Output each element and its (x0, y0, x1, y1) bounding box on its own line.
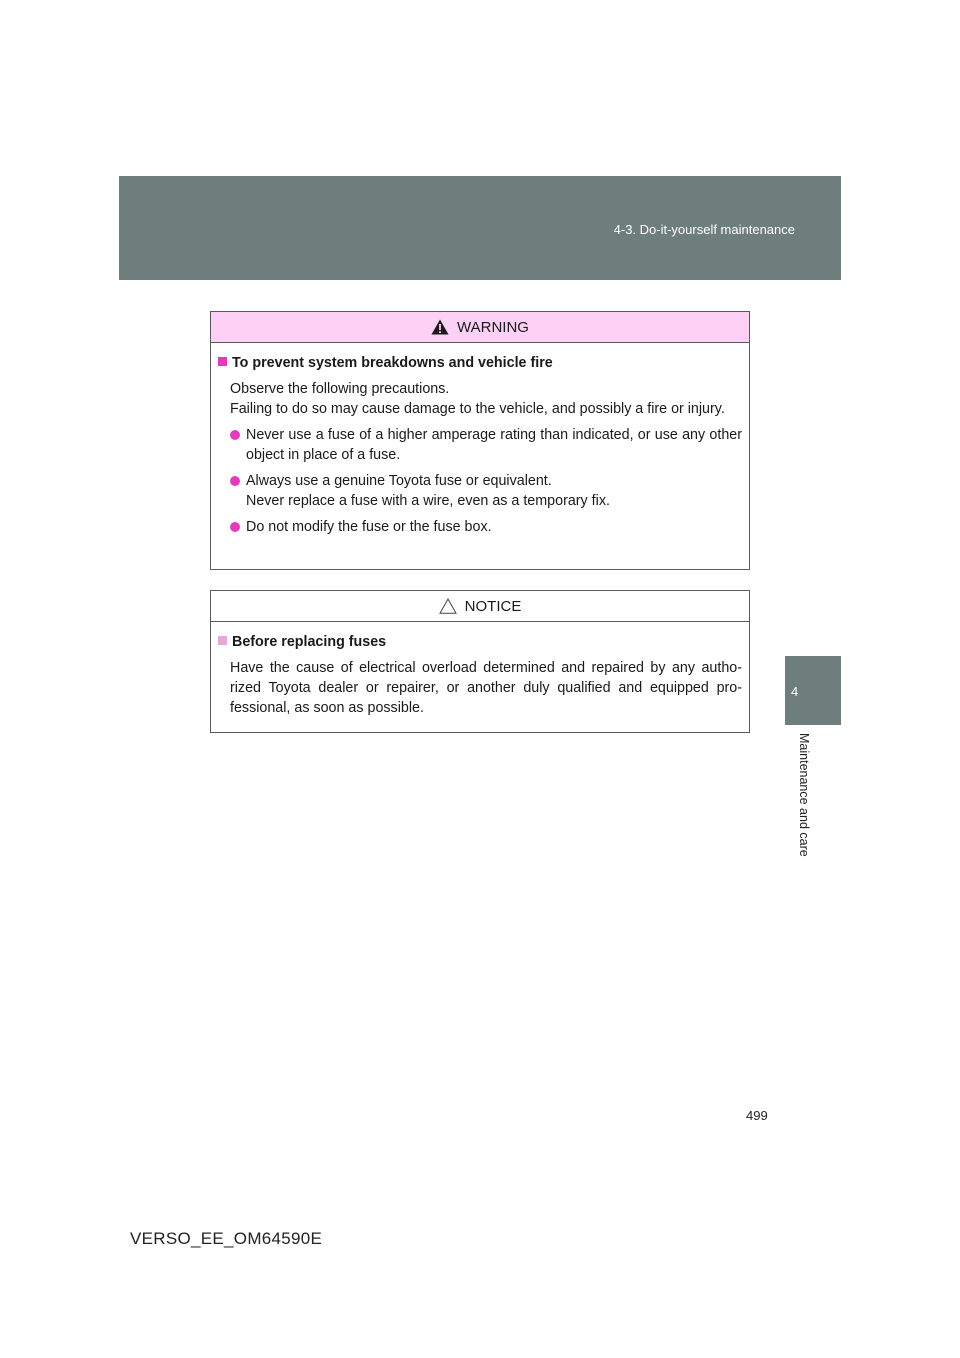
document-code: VERSO_EE_OM64590E (130, 1229, 323, 1248)
notice-heading-text: Before replacing fuses (232, 634, 387, 650)
bullet-line: Never replace a fuse with a wire, even as a temporary fix. (246, 493, 610, 509)
notice-header (211, 591, 749, 622)
header-band (119, 176, 841, 280)
square-bullet-icon (218, 636, 227, 645)
bullet-line: Always use a genuine Toyota fuse or equivalent. (246, 473, 552, 489)
notice-text: Have the cause of electrical overload determined and repaired by any autho-rized Toyota dealer or repairer, or another duly qualified and equipped pro-fessional, as soon as possible. (230, 660, 742, 716)
section-title: 4-3. Do-it-yourself maintenance (613, 222, 795, 237)
warning-intro-line: Failing to do so may cause damage to the vehicle, and possibly a fire or injury. (230, 401, 725, 417)
warning-body (211, 343, 749, 537)
warning-title: WARNING (457, 318, 529, 336)
square-bullet-icon (218, 357, 227, 366)
notice-triangle-icon (439, 598, 457, 614)
warning-intro-line: Observe the following precautions. (230, 381, 450, 397)
notice-box (210, 590, 750, 733)
notice-title: NOTICE (464, 597, 522, 615)
chapter-tab (785, 656, 841, 725)
notice-body (211, 622, 749, 718)
round-bullet-icon (230, 430, 240, 440)
round-bullet-icon (230, 476, 240, 486)
round-bullet-icon (230, 522, 240, 532)
warning-heading (218, 353, 742, 373)
warning-heading-text: To prevent system breakdowns and vehicle fire (232, 355, 553, 371)
side-tab-strip (785, 280, 841, 656)
chapter-number: 4 (791, 684, 799, 699)
bullet-line: Do not modify the fuse or the fuse box. (246, 519, 492, 535)
warning-bullet (218, 517, 742, 537)
chapter-label: Maintenance and care (797, 733, 811, 857)
page-number: 499 (746, 1108, 768, 1123)
warning-header (211, 312, 749, 343)
warning-box (210, 311, 750, 570)
warning-intro (218, 379, 742, 419)
warning-bullet (218, 471, 742, 511)
warning-bullet (218, 425, 742, 465)
warning-triangle-icon (431, 319, 449, 335)
bullet-line: Never use a fuse of a higher amperage rating than indicated, or use any other object in place of a fuse. (246, 427, 742, 463)
notice-heading (218, 632, 742, 652)
